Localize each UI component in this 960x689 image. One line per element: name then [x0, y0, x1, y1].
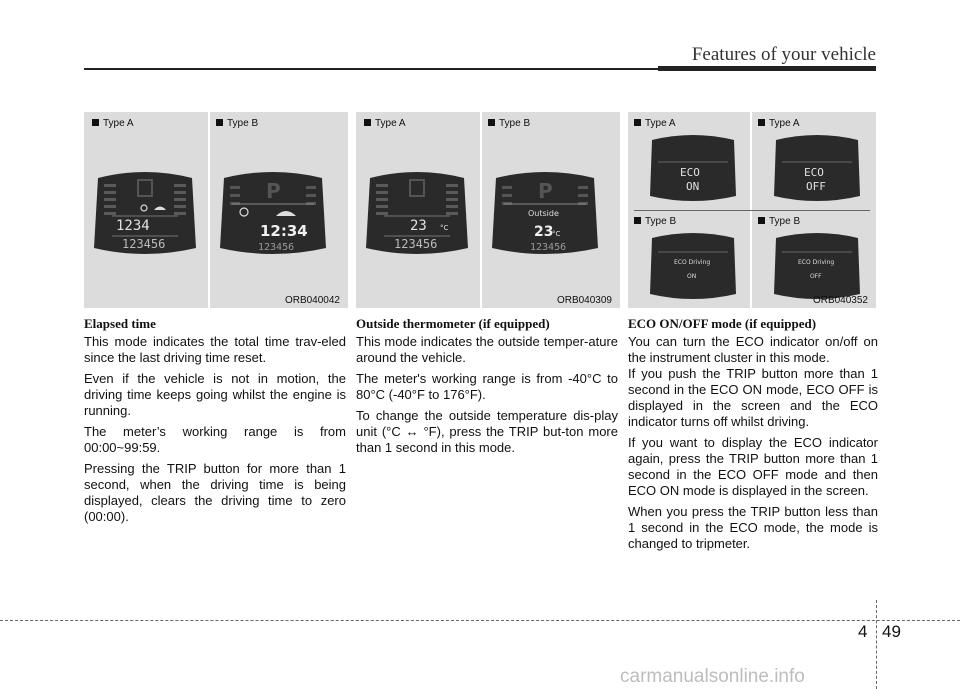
- column-eco-mode: [628, 316, 878, 557]
- figure-code: ORB040309: [556, 295, 612, 306]
- paragraph: This mode indicates the total time trav-eled since the last driving time reset.: [84, 334, 346, 365]
- chapter-number: 4: [858, 622, 868, 641]
- eco-off-display-type-a: [772, 132, 862, 204]
- section-heading: Outside thermometer (if equipped): [356, 316, 550, 331]
- paragraph: You can turn the ECO indicator on/off on the instrument cluster in this mode.: [628, 334, 878, 365]
- square-bullet-icon: [634, 217, 641, 224]
- header-rule-accent: [658, 66, 876, 71]
- type-label: Type A: [364, 118, 406, 129]
- odometer-value: 123456: [122, 237, 166, 251]
- elapsed-time-value: 12:34: [260, 222, 308, 240]
- paragraph: Even if the vehicle is not in motion, the driving time keeps going whilst the engine is running.: [84, 371, 346, 418]
- paragraph: If you want to display the ECO indicator again, press the TRIP button more than 1 second in the ECO OFF mode and then ECO ON mode is displayed in the screen.: [628, 435, 878, 498]
- page-header-title: Features of your vehicle: [691, 44, 876, 65]
- type-label: Type B: [216, 118, 258, 129]
- column-outside-thermometer: [356, 316, 618, 461]
- type-label: Type B: [758, 216, 800, 227]
- column-elapsed-time: [84, 316, 346, 530]
- odometer-value: 123456: [258, 242, 295, 253]
- square-bullet-icon: [758, 217, 765, 224]
- odometer-value: 123456: [530, 242, 567, 253]
- temperature-value: 23: [410, 218, 427, 234]
- page-number: 49: [882, 622, 901, 641]
- figure-divider: [208, 112, 210, 308]
- outside-label: Outside: [528, 209, 559, 218]
- figure-code: ORB040352: [812, 295, 868, 306]
- section-heading: Elapsed time: [84, 316, 156, 331]
- square-bullet-icon: [364, 119, 371, 126]
- gear-indicator: P: [538, 179, 553, 203]
- type-label: Type B: [634, 216, 676, 227]
- cluster-display-type-b: [218, 164, 328, 264]
- paragraph: If you push the TRIP button more than 1 second in the ECO ON mode, ECO OFF is displayed in the screen and the ECO indicator turns off whilst driving.: [628, 366, 878, 429]
- watermark: carmanualsonline.info: [620, 666, 805, 687]
- eco-on-display-type-b: [648, 230, 738, 302]
- square-bullet-icon: [634, 119, 641, 126]
- paragraph: Pressing the TRIP button for more than 1 second, when the driving time is being displayed, clears the driving time to zero (00:00).: [84, 461, 346, 524]
- type-label: Type B: [488, 118, 530, 129]
- footer-rule: [0, 620, 960, 621]
- eco-driving-label: ECO Driving: [674, 259, 711, 266]
- cluster-display-type-a: [364, 164, 470, 264]
- trip-value: 1234: [116, 218, 150, 234]
- figure-eco-mode: [628, 112, 876, 308]
- square-bullet-icon: [758, 119, 765, 126]
- eco-state: OFF: [806, 180, 826, 193]
- square-bullet-icon: [488, 119, 495, 126]
- temperature-value: 23: [534, 224, 554, 240]
- eco-state: OFF: [810, 273, 822, 280]
- odometer-value: 123456: [394, 237, 438, 251]
- gear-indicator: P: [266, 179, 281, 203]
- figure-outside-thermometer: [356, 112, 620, 308]
- paragraph: To change the outside temperature dis-play unit (°C ↔ °F), press the TRIP but-ton more than 1 second in this mode.: [356, 408, 618, 455]
- type-label: Type A: [92, 118, 134, 129]
- type-label: Type A: [634, 118, 676, 129]
- paragraph: When you press the TRIP button less than 1 second in the ECO mode, the mode is changed to tripmeter.: [628, 504, 878, 551]
- figure-elapsed-time: [84, 112, 348, 308]
- footer-divider: [876, 600, 877, 689]
- figure-divider: [480, 112, 482, 308]
- cluster-display-type-a: [92, 164, 198, 264]
- eco-state: ON: [686, 180, 700, 193]
- temperature-unit: °C: [552, 230, 561, 238]
- paragraph: This mode indicates the outside temper-ature around the vehicle.: [356, 334, 618, 365]
- cluster-display-type-b: [490, 164, 600, 264]
- eco-off-display-type-b: [772, 230, 862, 302]
- paragraph: The meter’s working range is from 00:00~99:59.: [84, 424, 346, 455]
- eco-state: ON: [687, 273, 697, 280]
- section-heading: ECO ON/OFF mode (if equipped): [628, 316, 817, 331]
- figure-code: ORB040042: [284, 295, 340, 306]
- eco-label: ECO: [804, 166, 824, 179]
- eco-on-display-type-a: [648, 132, 738, 204]
- eco-label: ECO: [680, 166, 700, 179]
- figure-divider-horizontal: [634, 210, 870, 211]
- square-bullet-icon: [216, 119, 223, 126]
- type-label: Type A: [758, 118, 800, 129]
- temperature-unit: °C: [440, 224, 449, 232]
- eco-driving-label: ECO Driving: [798, 259, 835, 266]
- square-bullet-icon: [92, 119, 99, 126]
- paragraph: The meter's working range is from -40°C to 80°C (-40°F to 176°F).: [356, 371, 618, 402]
